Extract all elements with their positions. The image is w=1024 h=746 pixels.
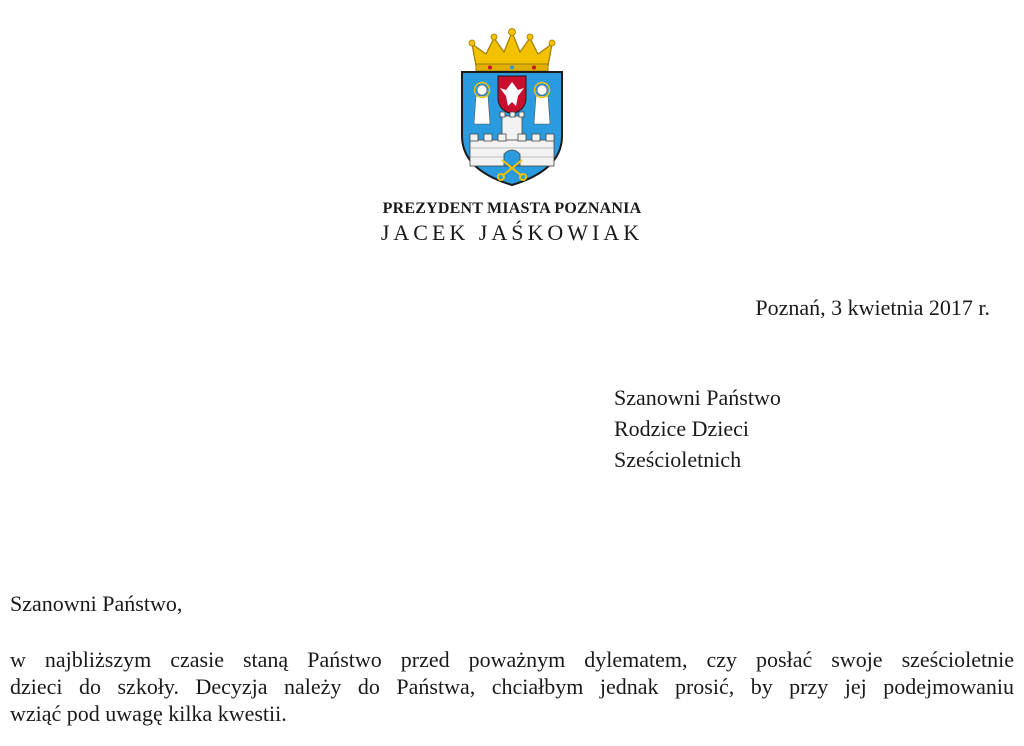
recipient-block [614, 382, 781, 475]
body-line: dzieci do szkoły. Decyzja należy do Państwa, chciałbym jednak prosić, by przy jej podejmowaniu [10, 674, 1014, 699]
person-name: JACEK JAŚKOWIAK [380, 220, 644, 245]
recipient-line: Szanowni Państwo [614, 385, 781, 410]
recipient-line: Rodzice Dzieci [614, 416, 749, 441]
letter-body [10, 646, 1014, 727]
crown-icon [469, 29, 555, 72]
recipient-line: Sześcioletnich [614, 447, 742, 472]
body-line: wziąć pod uwagę kilka kwestii. [10, 701, 287, 726]
office-title: PREZYDENT MIASTA POZNANIA [382, 200, 642, 217]
salutation: Szanowni Państwo, [10, 591, 183, 616]
place-date: Poznań, 3 kwietnia 2017 r. [755, 295, 990, 320]
body-line: w najbliższym czasie staną Państwo przed poważnym dylematem, czy posłać swoje sześcioletnie [10, 647, 1014, 672]
coat-of-arms-icon [456, 28, 568, 188]
